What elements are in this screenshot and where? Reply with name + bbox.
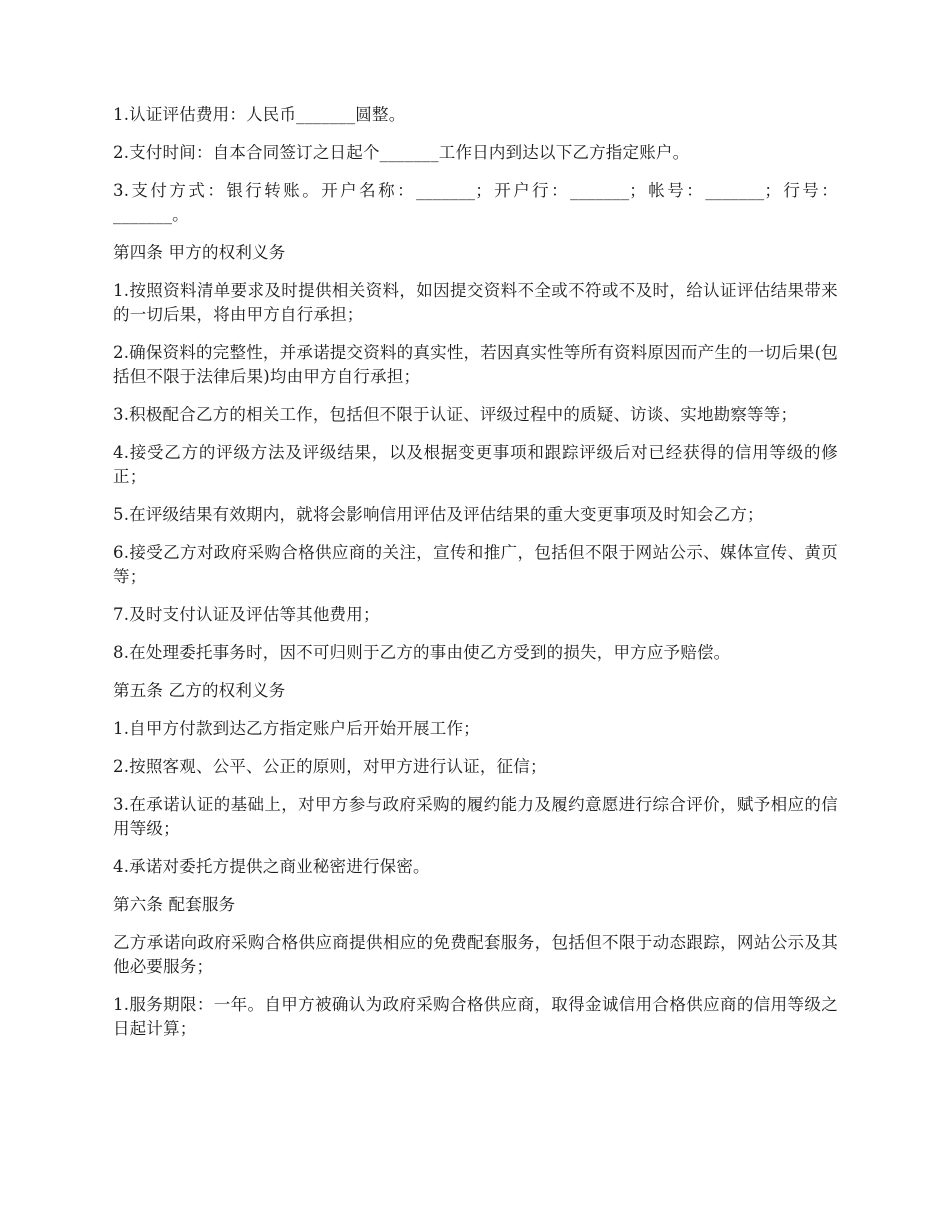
article-4-item-6: 6.接受乙方对政府采购合格供应商的关注，宣传和推广，包括但不限于网站公示、媒体宣传、黄页等；: [113, 543, 838, 586]
article-4-item-5: 5.在评级结果有效期内，就将会影响信用评估及评估结果的重大变更事项及时知会乙方；: [113, 505, 764, 524]
payment-time-clause: 2.支付时间：自本合同签订之日起个_______工作日内到达以下乙方指定账户。: [113, 143, 690, 162]
article-5-item-1: 1.自甲方付款到达乙方指定账户后开始开展工作；: [113, 719, 480, 738]
document-body: [113, 103, 838, 1055]
article-5-item-2: 2.按照客观、公平、公正的原则，对甲方进行认证，征信；: [113, 757, 547, 776]
article-4-item-4: 4.接受乙方的评级方法及评级结果，以及根据变更事项和跟踪评级后对已经获得的信用等级的修正；: [113, 443, 838, 486]
article-4-item-1: 1.按照资料清单要求及时提供相关资料，如因提交资料不全或不符或不及时，给认证评估结果带来的一切后果，将由甲方自行承担；: [113, 281, 838, 324]
article-6-item-1: 1.服务期限：一年。自甲方被确认为政府采购合格供应商，取得金诚信用合格供应商的信用等级之日起计算；: [113, 995, 838, 1038]
article-5-item-3: 3.在承诺认证的基础上，对甲方参与政府采购的履约能力及履约意愿进行综合评价，赋予相应的信用等级；: [113, 795, 838, 838]
article-6-intro: 乙方承诺向政府采购合格供应商提供相应的免费配套服务，包括但不限于动态跟踪，网站公示及其他必要服务；: [113, 933, 838, 976]
section-heading-article-6: 第六条 配套服务: [113, 895, 236, 914]
payment-method-clause: 3.支付方式：银行转账。开户名称：_______；开户行：_______；帐号：_______；行号：_______。: [113, 181, 838, 224]
article-5-item-4: 4.承诺对委托方提供之商业秘密进行保密。: [113, 857, 430, 876]
section-heading-article-5: 第五条 乙方的权利义务: [113, 681, 286, 700]
article-4-item-7: 7.及时支付认证及评估等其他费用；: [113, 605, 380, 624]
section-heading-article-4: 第四条 甲方的权利义务: [113, 243, 286, 262]
article-4-item-8: 8.在处理委托事务时，因不可归则于乙方的事由使乙方受到的损失，甲方应予赔偿。: [113, 643, 731, 662]
article-4-item-3: 3.积极配合乙方的相关工作，包括但不限于认证、评级过程中的质疑、访谈、实地勘察等等；: [113, 405, 798, 424]
fee-clause: 1.认证评估费用：人民币_______圆整。: [113, 105, 406, 124]
article-4-item-2: 2.确保资料的完整性，并承诺提交资料的真实性，若因真实性等所有资料原因而产生的一切后果(包括但不限于法律后果)均由甲方自行承担；: [113, 343, 838, 386]
